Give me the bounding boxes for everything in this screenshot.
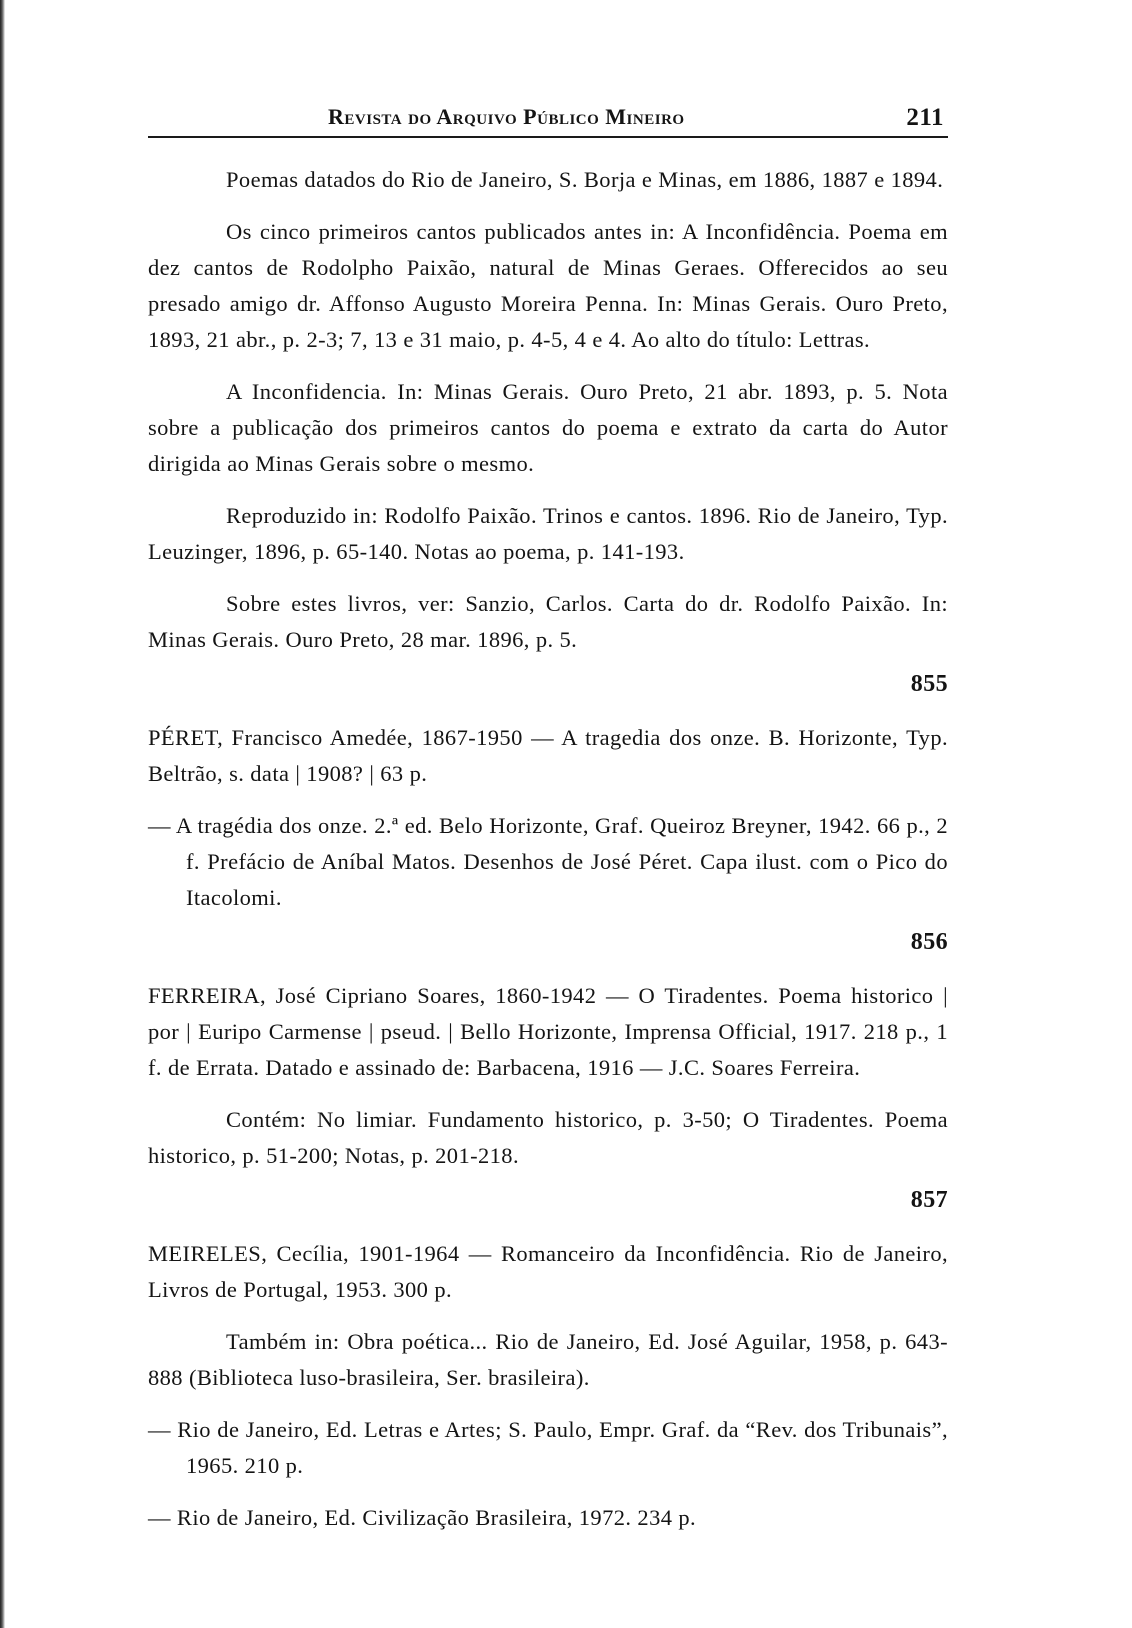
entry-855-para-4: Reproduzido in: Rodolfo Paixão. Trinos e cantos. 1896. Rio de Janeiro, Typ. Leuzinger, 1896, p. 65-140. Notas ao poema, p. 141-193. [148,503,948,564]
entry-number-855: 855 [910,671,948,697]
entry-meireles-note: Também in: Obra poética... Rio de Janeiro, Ed. José Aguilar, 1958, p. 643-888 (Biblioteca luso-brasileira, Ser. brasileira). [148,1329,948,1390]
page-number: 211 [906,104,944,131]
entry-857-contents: Contém: No limiar. Fundamento historico, p. 3-50; O Tiradentes. Poema historico, p. 51-200; Notas, p. 201-218. [148,1107,948,1168]
entry-855-para-5: Sobre estes livros, ver: Sanzio, Carlos. Carta do dr. Rodolfo Paixão. In: Minas Gerais. Ouro Preto, 28 mar. 1896, p. 5. [148,591,948,652]
entry-855-para-1: Poemas datados do Rio de Janeiro, S. Borja e Minas, em 1886, 1887 e 1894. [226,167,944,192]
entry-856-edition: — A tragédia dos onze. 2.ª ed. Belo Horizonte, Graf. Queiroz Breyner, 1942. 66 p., 2 f. Prefácio de Aníbal Matos. Desenhos de José Péret. Capa ilust. com o Pico do Itacolomi. [148,813,948,910]
header-rule [148,136,948,138]
entry-meireles-edition-2: — Rio de Janeiro, Ed. Civilização Brasileira, 1972. 234 p. [148,1505,697,1530]
entry-number-856: 856 [910,929,948,955]
entry-856-main: PÉRET, Francisco Amedée, 1867-1950 — A tragedia dos onze. B. Horizonte, Typ. Beltrão, s. data | 1908? | 63 p. [148,725,948,786]
entry-meireles-edition-1: — Rio de Janeiro, Ed. Letras e Artes; S. Paulo, Empr. Graf. da “Rev. dos Tribunais”, 1965. 210 p. [148,1417,948,1478]
entry-855-para-3: A Inconfidencia. In: Minas Gerais. Ouro Preto, 21 abr. 1893, p. 5. Nota sobre a publicação dos primeiros cantos do poema e extrato da carta do Autor dirigida ao Minas Gerais sobre o mesmo. [148,379,948,476]
entry-meireles-main: MEIRELES, Cecília, 1901-1964 — Romanceiro da Inconfidência. Rio de Janeiro, Livros de Portugal, 1953. 300 p. [148,1241,948,1302]
entry-number-857: 857 [910,1187,948,1213]
entry-857-main: FERREIRA, José Cipriano Soares, 1860-1942 — O Tiradentes. Poema historico | por | Euripo Carmense | pseud. | Bello Horizonte, Imprensa Official, 1917. 218 p., 1 f. de Errata. Datado e assinado de: Barbacena, 1916 — J.C. Soares Ferreira. [148,983,948,1080]
entry-855-para-2: Os cinco primeiros cantos publicados antes in: A Inconfidência. Poema em dez cantos de Rodolpho Paixão, natural de Minas Geraes. Offerecidos ao seu presado amigo dr. Affonso Augusto Moreira Penna. In: Minas Gerais. Ouro Preto, 1893, 21 abr., p. 2-3; 7, 13 e 31 maio, p. 4-5, 4 e 4. Ao alto do título: Lettras. [148,219,948,352]
scan-binding-edge [0,0,5,1628]
journal-title: Revista do Arquivo Público Mineiro [328,104,685,129]
page-body [148,162,948,1552]
